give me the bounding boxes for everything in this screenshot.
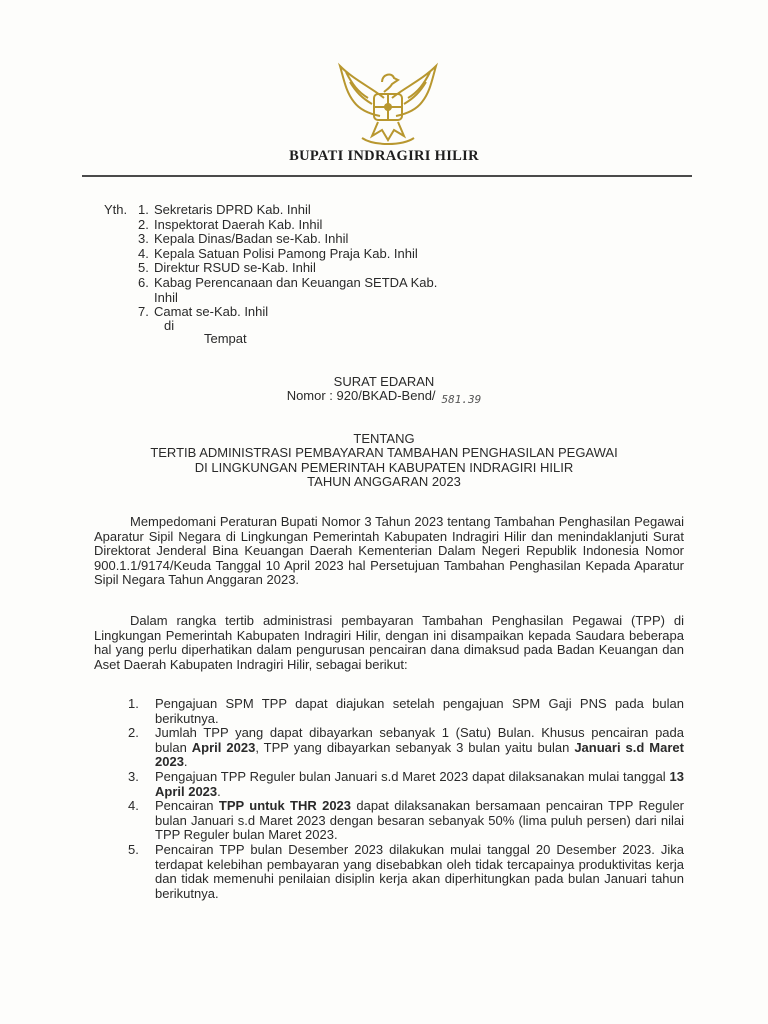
list-item: 7. Camat se-Kab. Inhil <box>138 304 269 320</box>
list-item: 2. Inspektorat Daerah Kab. Inhil <box>138 216 323 232</box>
list-item: 1. Pengajuan SPM TPP dapat diajukan setelah pengajuan SPM Gaji PNS pada bulan berikutnya. <box>128 696 684 726</box>
document-type: SURAT EDARAN <box>333 374 435 389</box>
list-item: 3. Pengajuan TPP Reguler bulan Januari s.d Maret 2023 dapat dilaksanakan mulai tanggal 13 April 2023. <box>128 768 684 799</box>
document-subject: TERTIB ADMINISTRASI PEMBAYARAN TAMBAHAN PENGHASILAN PEGAWAI DI LINGKUNGAN PEMERINTAH KABUPATEN INDRAGIRI HILIR TAHUN ANGGARAN 2023 <box>150 445 618 490</box>
letterhead-title: BUPATI INDRAGIRI HILIR <box>289 148 479 164</box>
list-item: 5. Pencairan TPP bulan Desember 2023 dilakukan mulai tanggal 20 Desember 2023. Jika terdapat kelebihan pembayaran yang disebabkan oleh tidak tercapainya produktivitas kerja dan tidak memenuhi penilaian disiplin kerja akan diperhitungkan pada bulan Januari tahun berikutnya. <box>128 841 684 901</box>
handwritten-number: 581.39 <box>441 393 482 406</box>
paragraph-1: Mempedomani Peraturan Bupati Nomor 3 Tahun 2023 tentang Tambahan Penghasilan Pegawai Aparatur Sipil Negara di Lingkungan Pemerintah Kabupaten Indragiri Hilir dan menindaklanjuti Surat Direktorat Jenderal Bina Keuangan Daerah Kementerian Dalam Negeri Republik Indonesia Nomor 900.1.1/9174/Keuda Tanggal 10 April 2023 hal Persetujuan Tambahan Penghasilan Kepada Aparatur Sipil Negara Tahun Anggaran 2023. <box>94 514 684 588</box>
list-item: 6. Kabag Perencanaan dan Keuangan SETDA Kab. Inhil <box>138 274 438 305</box>
list-item: 3. Kepala Dinas/Badan se-Kab. Inhil <box>138 231 349 247</box>
points-list <box>128 697 684 901</box>
letterhead-divider <box>82 175 692 177</box>
paragraph-2: Dalam rangka tertib administrasi pembayaran Tambahan Penghasilan Pegawai (TPP) di Lingkungan Pemerintah Kabupaten Indragiri Hilir, dengan ini disampaikan kepada Saudara beberapa hal yang perlu diperhatikan dalam pengurusan pencairan dana dimaksud pada Badan Keuangan dan Aset Daerah Kabupaten Indragiri Hilir, sebagai berikut: <box>94 613 684 672</box>
recipient-tempat: Tempat <box>204 331 247 346</box>
list-item: 4. Pencairan TPP untuk THR 2023 dapat dilaksanakan bersamaan pencairan TPP Reguler bulan Januari s.d Maret 2023 dengan besaran sebanyak 50% (lima puluh persen) dari nilai TPP Reguler bulan Maret 2023. <box>128 798 685 843</box>
recipient-list <box>138 203 498 320</box>
garuda-emblem-icon <box>332 58 444 150</box>
list-item: 2. Jumlah TPP yang dapat dibayarkan sebanyak 1 (Satu) Bulan. Khusus pencairan pada bulan April 2023, TPP yang dibayarkan sebanyak 3 bulan yaitu bulan Januari s.d Maret 2023. <box>128 725 684 770</box>
list-item: 5. Direktur RSUD se-Kab. Inhil <box>138 260 316 276</box>
recipient-di: di <box>164 318 175 333</box>
about-label: TENTANG <box>353 431 415 446</box>
list-item: 4. Kepala Satuan Polisi Pamong Praja Kab. Inhil <box>138 245 418 261</box>
list-item: 1. Sekretaris DPRD Kab. Inhil <box>138 202 311 217</box>
salutation: Yth. <box>104 202 128 217</box>
document-number: Nomor : 920/BKAD-Bend/ $_{581.39}$ <box>286 388 482 406</box>
